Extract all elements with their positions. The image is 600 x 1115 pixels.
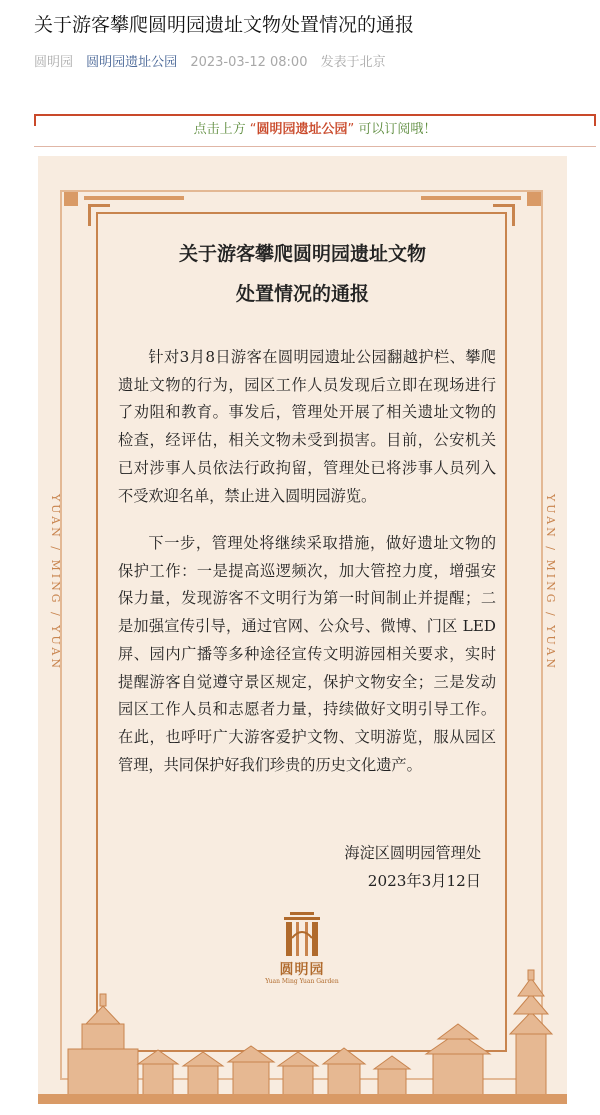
account-link[interactable]: 圆明园遗址公园 <box>86 55 178 70</box>
side-text-right: YUAN / MING / YUAN <box>544 494 557 671</box>
publish-location: 发表于北京 <box>320 55 386 70</box>
notice-title-line1: 关于游客攀爬圆明园遗址文物 <box>178 243 426 265</box>
publish-datetime: 2023-03-12 08:00 <box>190 55 308 70</box>
frame-corner-top-left <box>88 204 110 226</box>
article-title: 关于游客攀爬圆明园遗址文物处置情况的通报 <box>34 14 415 36</box>
signature-organization: 海淀区圆明园管理处 <box>344 844 481 862</box>
banner-top-line <box>34 114 596 116</box>
quote-close: ” <box>347 122 355 137</box>
frame-dash-top-left <box>84 196 184 200</box>
source-label: 圆明园 <box>34 55 74 70</box>
notice-title-line2: 处置情况的通报 <box>235 283 369 305</box>
follow-prefix: 点击上方 <box>193 122 246 137</box>
frame-square-top-right <box>527 192 541 206</box>
follow-suffix: 可以订阅哦！ <box>358 122 437 137</box>
article-meta <box>34 53 395 73</box>
signature-date: 2023年3月12日 <box>367 872 481 890</box>
quote-open: “ <box>249 122 257 137</box>
banner-bottom-line <box>34 146 596 147</box>
logo-text: 圆明园 <box>279 962 325 978</box>
side-text-left: YUAN / MING / YUAN <box>49 494 62 671</box>
logo-subtext: Yuan Ming Yuan Garden <box>265 978 339 985</box>
frame-dash-top-right <box>421 196 521 200</box>
ruins-skyline-illustration <box>38 954 567 1104</box>
follow-account-name[interactable]: 圆明园遗址公园 <box>256 122 348 137</box>
frame-square-top-left <box>64 192 78 206</box>
notice-paragraph-1: 针对3月8日游客在圆明园遗址公园翻越护栏、攀爬遗址文物的行为，园区工作人员发现后立即在现场进行了劝阻和教育。事发后，管理处开展了相关遗址文物的检查，经评估，相关文物未受到损害。目前，公安机关已对涉事人员依法行政拘留，管理处已将涉事人员列入不受欢迎名单，禁止进入圆明园游览。 <box>118 348 496 505</box>
notice-poster <box>38 156 567 1104</box>
frame-corner-top-right <box>493 204 515 226</box>
follow-text <box>34 120 596 140</box>
notice-paragraph-2: 下一步，管理处将继续采取措施，做好遗址文物的保护工作：一是提高巡逻频次，加大管控力度，增强安保力量，发现游客不文明行为第一时间制止并提醒；二是加强宣传引导，通过官网、公众号、微博、门区 LED 屏、园内广播等多种途径宣传文明游园相关要求，实时提醒游客自觉遵守景区规定，保护文物安全；三是发动园区工作人员和志愿者力量，持续做好文明引导工作。在此，也呼吁广大游客爱护文物、文明游览，服从园区管理，共同保护好我们珍贵的历史文化遗产。 <box>118 534 496 774</box>
follow-banner[interactable] <box>34 110 596 150</box>
